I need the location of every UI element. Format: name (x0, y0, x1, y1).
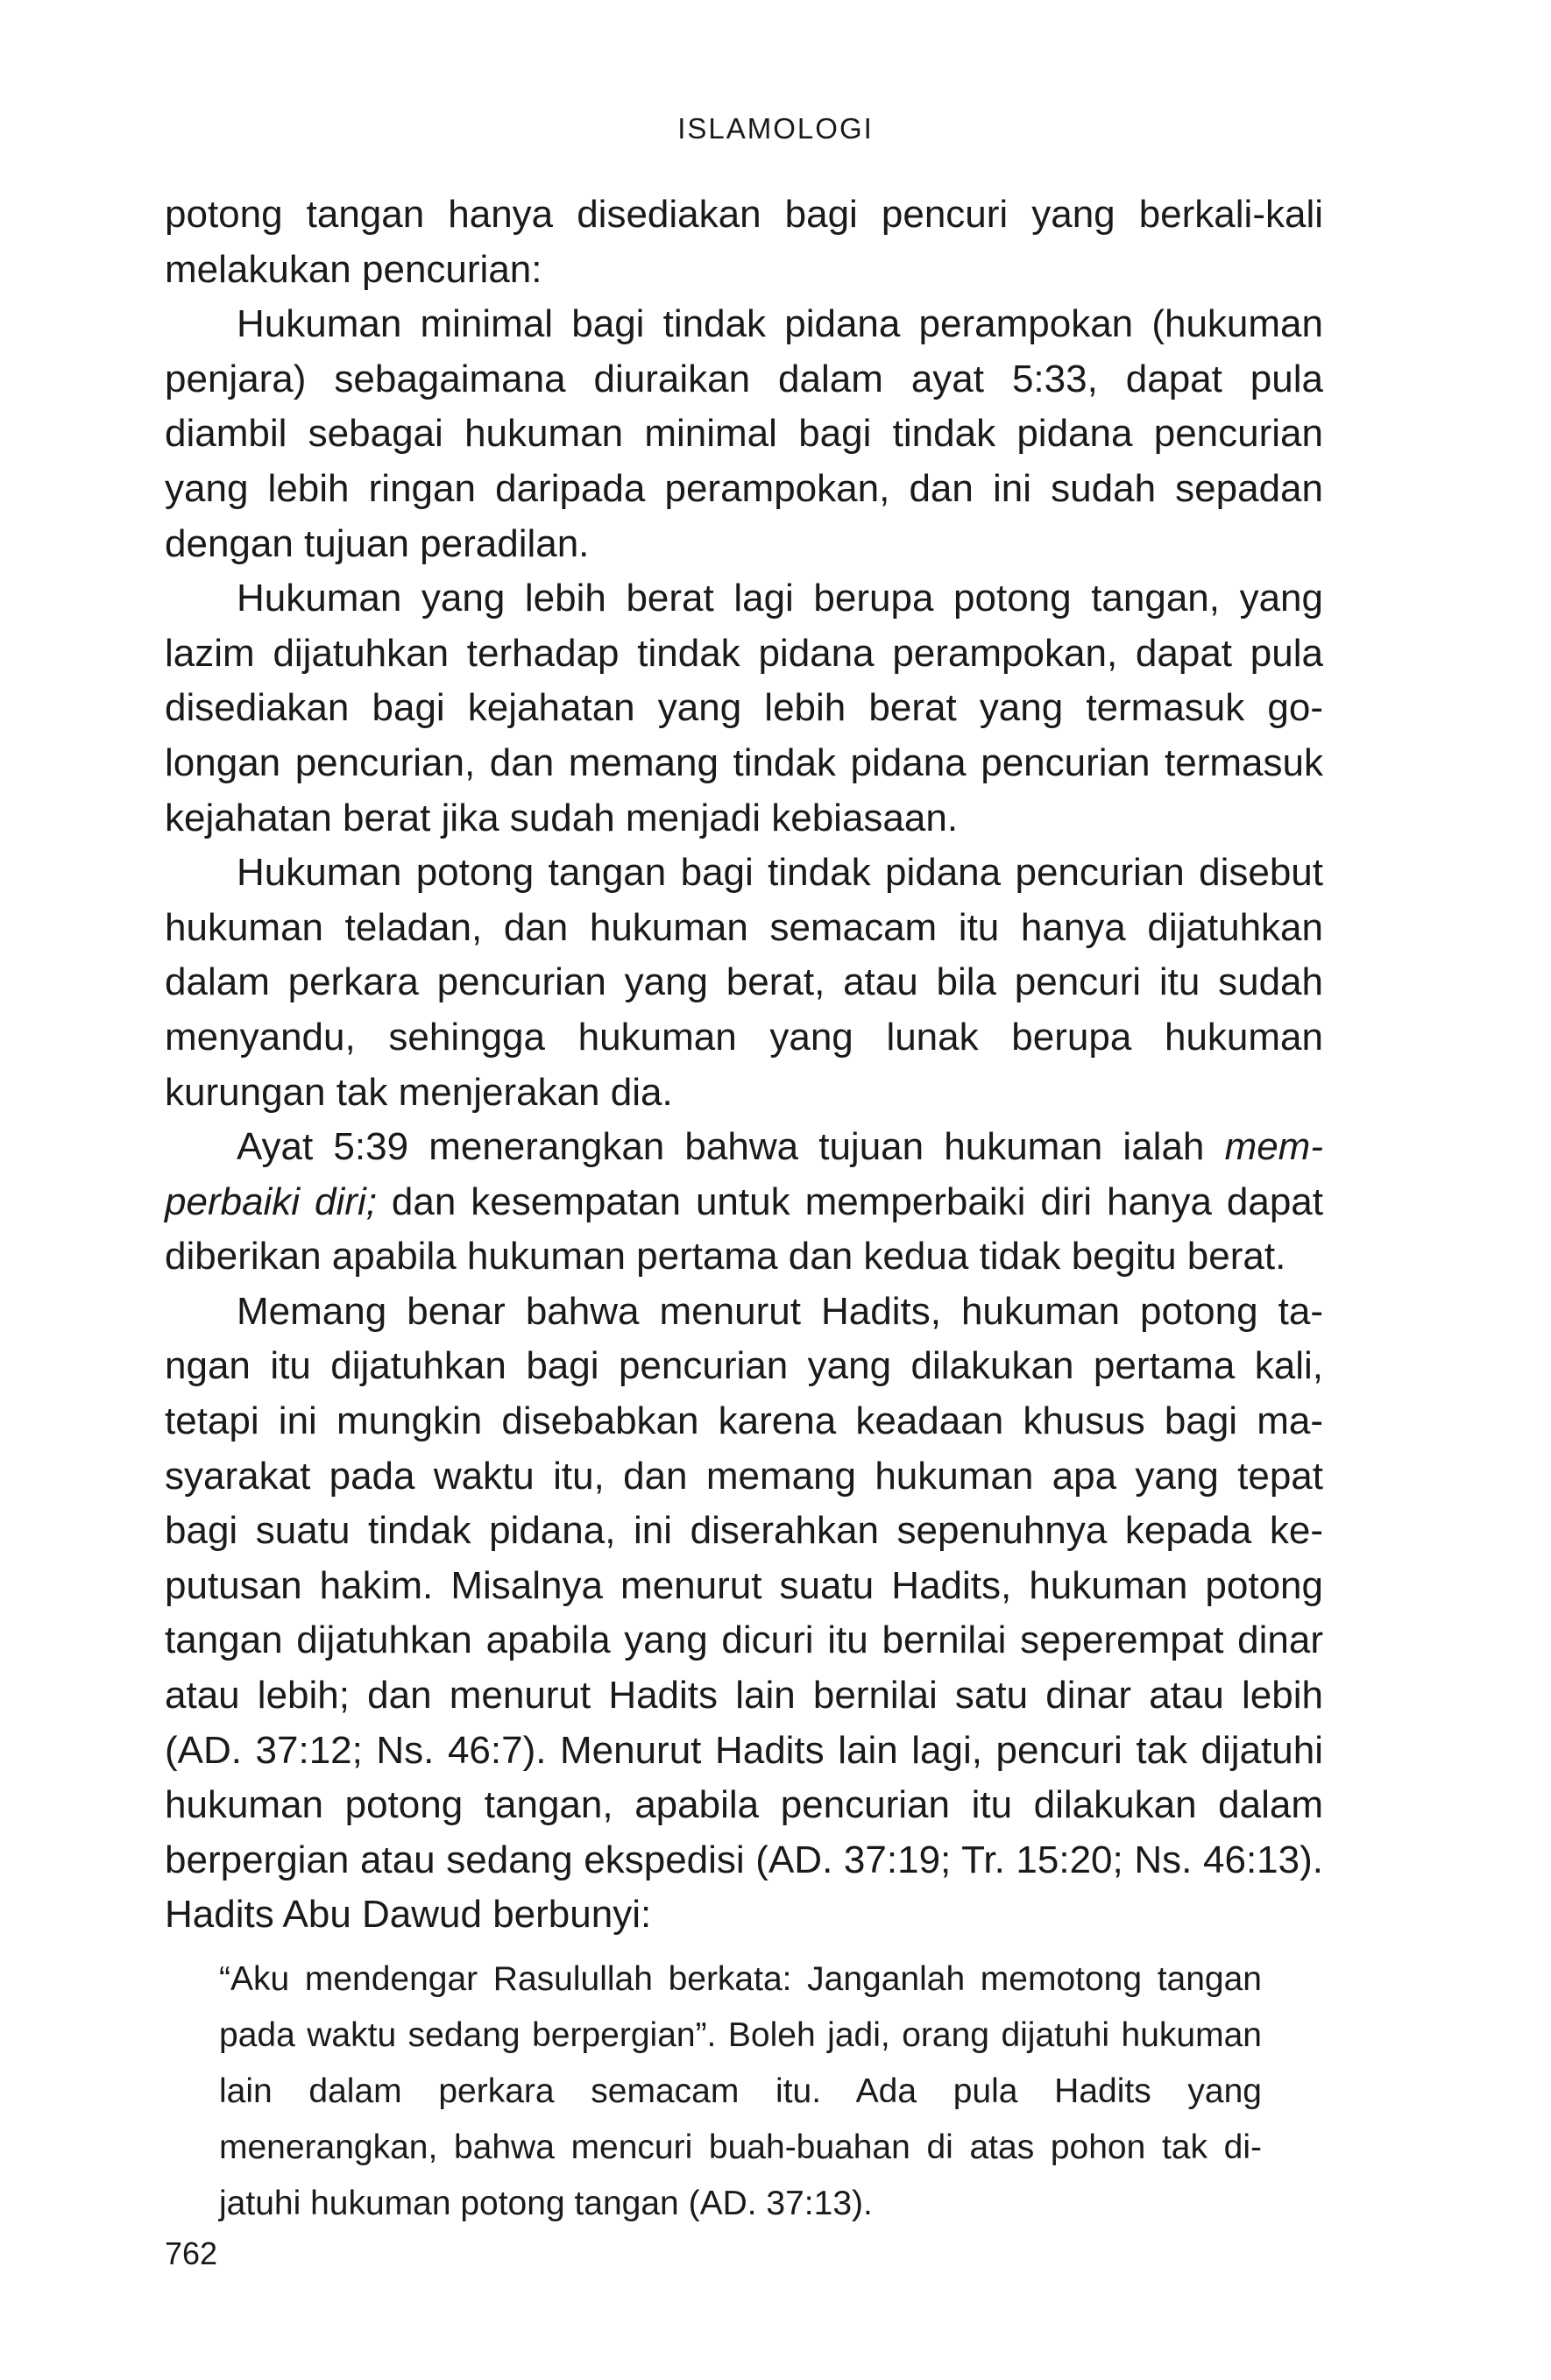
paragraph-continuation: potong tangan hanya disediakan bagi pencuri yang berkali-kali melakukan pencurian: (165, 193, 1323, 291)
hadith-quote: “Aku mendengar Rasulullah berkata: Janganlah memotong tangan pada waktu sedang berpergian”. Boleh jadi, orang dijatuhi hukuman lain dalam perkara semacam itu. Ada pula Hadits yang menerangkan, bahwa mencuri buah-buahan di atas pohon tak dijatuhi hukuman potong tangan (AD. 37:13). (219, 1960, 1262, 2222)
paragraph-heavier-punishment: Hukuman yang lebih berat lagi berupa potong tangan, yang lazim dijatuhkan terhadap tindak pidana perampokan, dapat pula disediakan bagi kejahatan yang lebih berat yang termasuk golongan pencurian, dan memang tindak pidana pencurian termasuk kejahatan berat jika sudah menjadi kebiasaan. (165, 577, 1323, 839)
paragraph-text: Ayat 5:39 menerangkan bahwa tujuan hukuman ialah (237, 1125, 1225, 1169)
body-text (165, 188, 1323, 2232)
emphasis-text: memperbaiki diri; (165, 1125, 1323, 1223)
running-header: ISLAMOLOGI (677, 112, 874, 145)
paragraph-hadith-discussion: Memang benar bahwa menurut Hadits, hukuman potong tangan itu dijatuhkan bagi pencurian yang dilakukan pertama kali, tetapi ini mungkin disebabkan karena keadaan khusus bagi masyarakat pada waktu itu, dan memang hukuman apa yang tepat bagi suatu tindak pidana, ini diserahkan sepenuhnya kepada keputusan hakim. Misalnya menurut suatu Hadits, hukuman potong tangan dijatuhkan apabila yang dicuri itu bernilai seperempat dinar atau lebih; dan menurut Hadits lain bernilai satu dinar atau lebih (AD. 37:12; Ns. 46:7). Menurut Hadits lain lagi, pencuri tak dijatuhi hukuman potong tangan, apabila pencurian itu dilakukan dalam berpergian atau sedang ekspedisi (AD. 37:19; Tr. 15:20; Ns. 46:13). Hadits Abu Dawud berbunyi: (165, 1289, 1323, 1937)
page-number: 762 (165, 2235, 218, 2271)
paragraph-exemplary-punishment: Hukuman potong tangan bagi tindak pidana pencurian disebut hukuman teladan, dan hukuman semacam itu hanya dijatuhkan dalam perkara pencurian yang berat, atau bila pencuri itu sudah menyandu, sehingga hukuman yang lunak berupa hukuman kurungan tak menjerakan dia. (165, 851, 1323, 1114)
paragraph-minimal-punishment: Hukuman minimal bagi tindak pidana perampokan (hukuman penjara) sebagaimana diuraikan dalam ayat 5:33, dapat pula diambil sebagai hukuman minimal bagi tindak pidana pencurian yang lebih ringan daripada perampokan, dan ini sudah sepadan dengan tujuan peradilan. (165, 302, 1323, 565)
paragraph-text: dan kesempatan untuk memperbaiki diri hanya dapat diberikan apabila hukuman pertama dan kedua tidak begitu berat. (165, 1179, 1323, 1279)
paragraph-purpose-of-punishment (165, 1120, 1323, 1285)
